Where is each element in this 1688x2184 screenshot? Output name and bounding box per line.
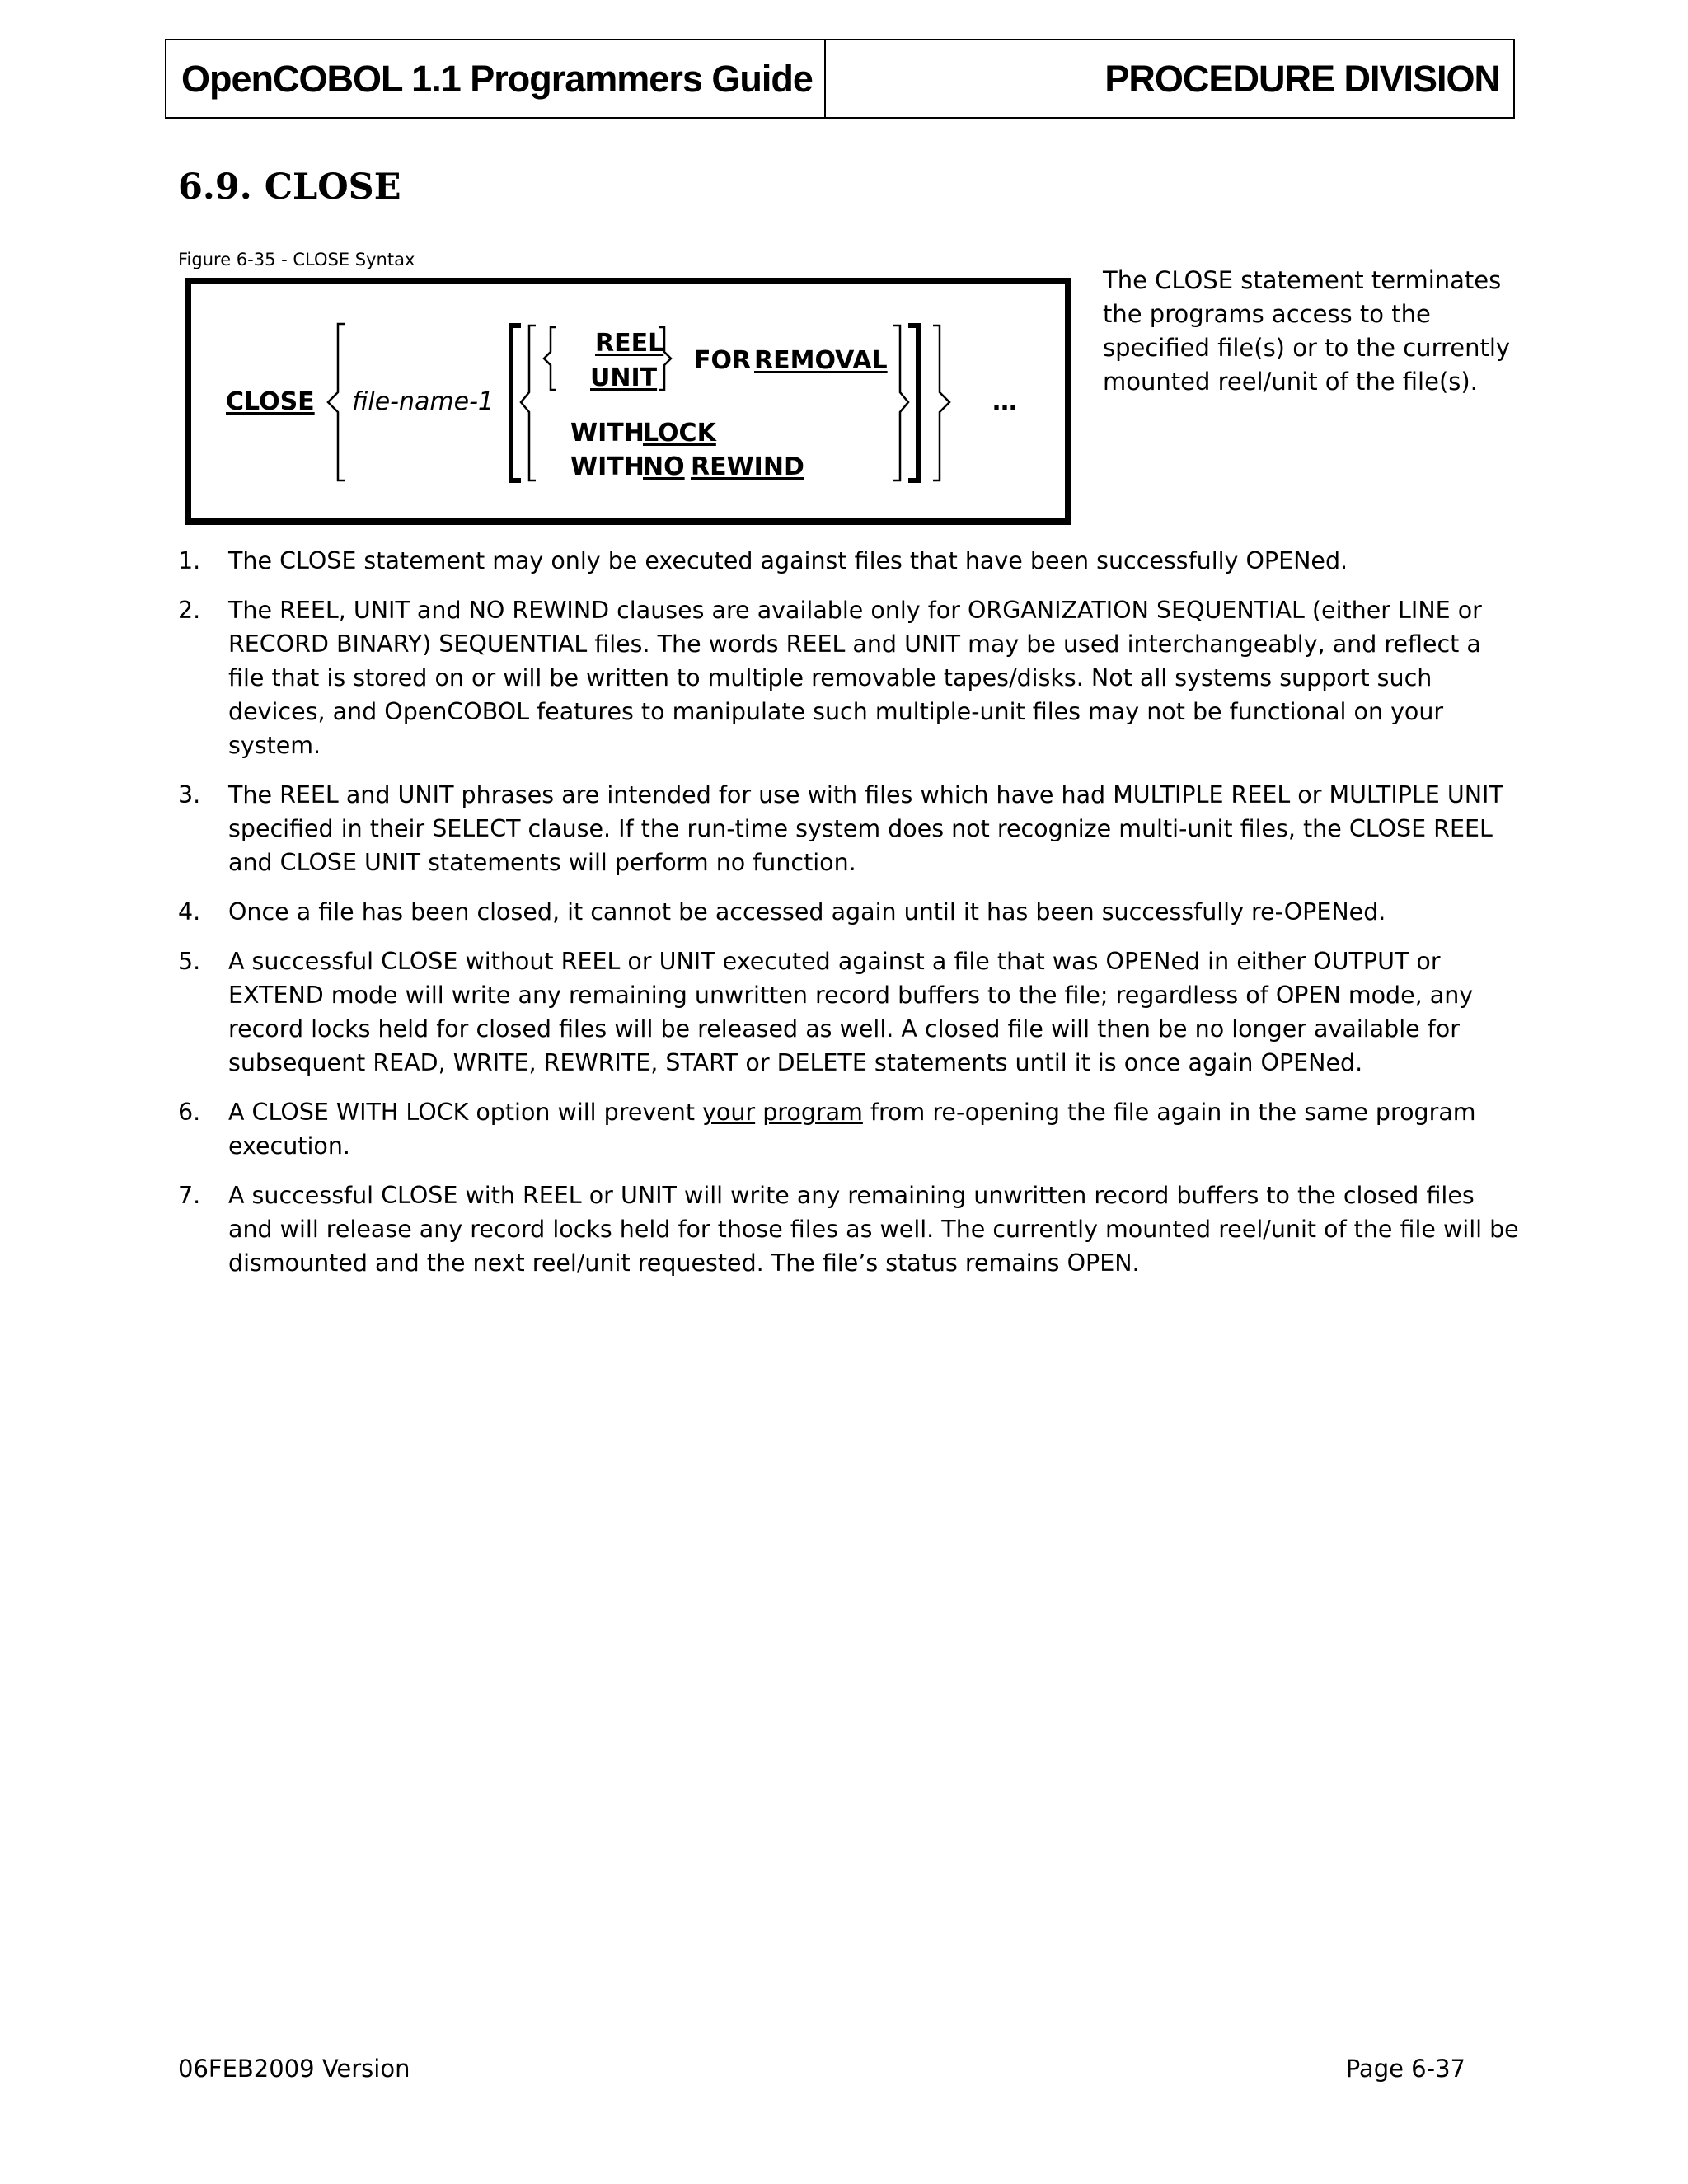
underlined-your: your bbox=[702, 1099, 756, 1126]
list-text: A successful CLOSE with REEL or UNIT will write any remaining unwritten record buffers to the closed files and will release any record locks held for those files as well. The currently mounted reel/unit of the file will be dismounted and the next reel/unit requested. The file’s status remains OPEN. bbox=[228, 1182, 1519, 1277]
statement-description: The CLOSE statement terminates the programs access to the specified file(s) or to the currently mounted reel/unit of the file(s). bbox=[1103, 266, 1511, 396]
syntax-with-2: WITH bbox=[570, 452, 645, 481]
list-item bbox=[178, 593, 1522, 762]
list-text: The CLOSE statement may only be executed against files that have been successfully OPENed. bbox=[228, 547, 1348, 574]
syntax-removal: REMOVAL bbox=[754, 346, 888, 375]
figure-caption: Figure 6-35 - CLOSE Syntax bbox=[178, 250, 415, 269]
header-guide-title: OpenCOBOL 1.1 Programmers Guide bbox=[166, 40, 826, 117]
syntax-lock: LOCK bbox=[643, 419, 716, 448]
bracket-right-bold bbox=[908, 326, 918, 480]
list-text: A successful CLOSE without REEL or UNIT executed against a file that was OPENed in either OUTPUT or EXTEND mode will write any remaining unwritten record buffers to the file; regardless of OPEN mode, any record locks held for closed files will be released as well. A closed file will then be no longer available for subsequent READ, WRITE, REWRITE, START or DELETE statements until it is once again OPENed. bbox=[228, 948, 1474, 1076]
list-number: 2. bbox=[178, 597, 201, 624]
brace-right-inner bbox=[893, 326, 908, 480]
syntax-braces bbox=[191, 284, 1065, 518]
list-item bbox=[178, 778, 1522, 879]
syntax-rewind: REWIND bbox=[691, 452, 804, 481]
page-header bbox=[165, 39, 1515, 119]
brace-right-repeat bbox=[933, 326, 950, 480]
rules-list bbox=[178, 544, 1522, 1296]
syntax-reel: REEL bbox=[595, 329, 664, 358]
list-number: 7. bbox=[178, 1182, 201, 1209]
syntax-ellipsis: … bbox=[992, 387, 1017, 416]
list-text-before: A CLOSE WITH LOCK option will prevent bbox=[228, 1099, 703, 1126]
list-number: 3. bbox=[178, 781, 201, 808]
syntax-unit: UNIT bbox=[590, 363, 658, 392]
header-division-title: PROCEDURE DIVISION bbox=[1104, 57, 1500, 100]
syntax-file-name: file-name-1 bbox=[352, 387, 494, 416]
syntax-close-keyword: CLOSE bbox=[226, 387, 315, 416]
list-item bbox=[178, 1095, 1522, 1163]
list-text: The REEL, UNIT and NO REWIND clauses are available only for ORGANIZATION SEQUENTIAL (either LINE or RECORD BINARY) SEQUENTIAL files. The words REEL and UNIT may be used interchangeably, and reflect a file that is stored on or will be written to multiple removable tapes/disks. Not all systems support such devices, and OpenCOBOL features to manipulate such multiple-unit files may not be functional on your system. bbox=[228, 597, 1482, 759]
list-item bbox=[178, 544, 1522, 578]
bracket-left-bold bbox=[511, 326, 521, 480]
list-text-after: from re-opening the file again in the same program execution. bbox=[228, 1099, 1476, 1160]
list-number: 6. bbox=[178, 1099, 201, 1126]
footer-page-number: Page 6-37 bbox=[1345, 2055, 1465, 2083]
list-item bbox=[178, 944, 1522, 1080]
list-number: 4. bbox=[178, 898, 201, 926]
list-item bbox=[178, 1179, 1522, 1280]
list-number: 1. bbox=[178, 547, 201, 574]
underlined-program: program bbox=[762, 1099, 863, 1126]
section-title: 6.9. CLOSE bbox=[178, 166, 401, 208]
list-number: 5. bbox=[178, 948, 201, 975]
list-item bbox=[178, 895, 1522, 929]
syntax-no: NO bbox=[643, 452, 685, 481]
brace-left-reel bbox=[544, 327, 556, 390]
list-text: Once a file has been closed, it cannot be accessed again until it has been successfully re-OPENed. bbox=[228, 898, 1386, 926]
list-text-separator bbox=[755, 1099, 762, 1126]
list-text: The REEL and UNIT phrases are intended for use with files which have had MULTIPLE REEL or MULTIPLE UNIT specified in their SELECT clause. If the run-time system does not recognize multi-unit files, the CLOSE REEL and CLOSE UNIT statements will perform no function. bbox=[228, 781, 1503, 876]
syntax-diagram bbox=[185, 278, 1071, 525]
brace-left-outer bbox=[328, 324, 345, 480]
footer-version: 06FEB2009 Version bbox=[178, 2055, 410, 2083]
brace-left-inner bbox=[521, 326, 536, 480]
syntax-with-1: WITH bbox=[570, 419, 645, 448]
syntax-for: FOR bbox=[694, 346, 752, 375]
